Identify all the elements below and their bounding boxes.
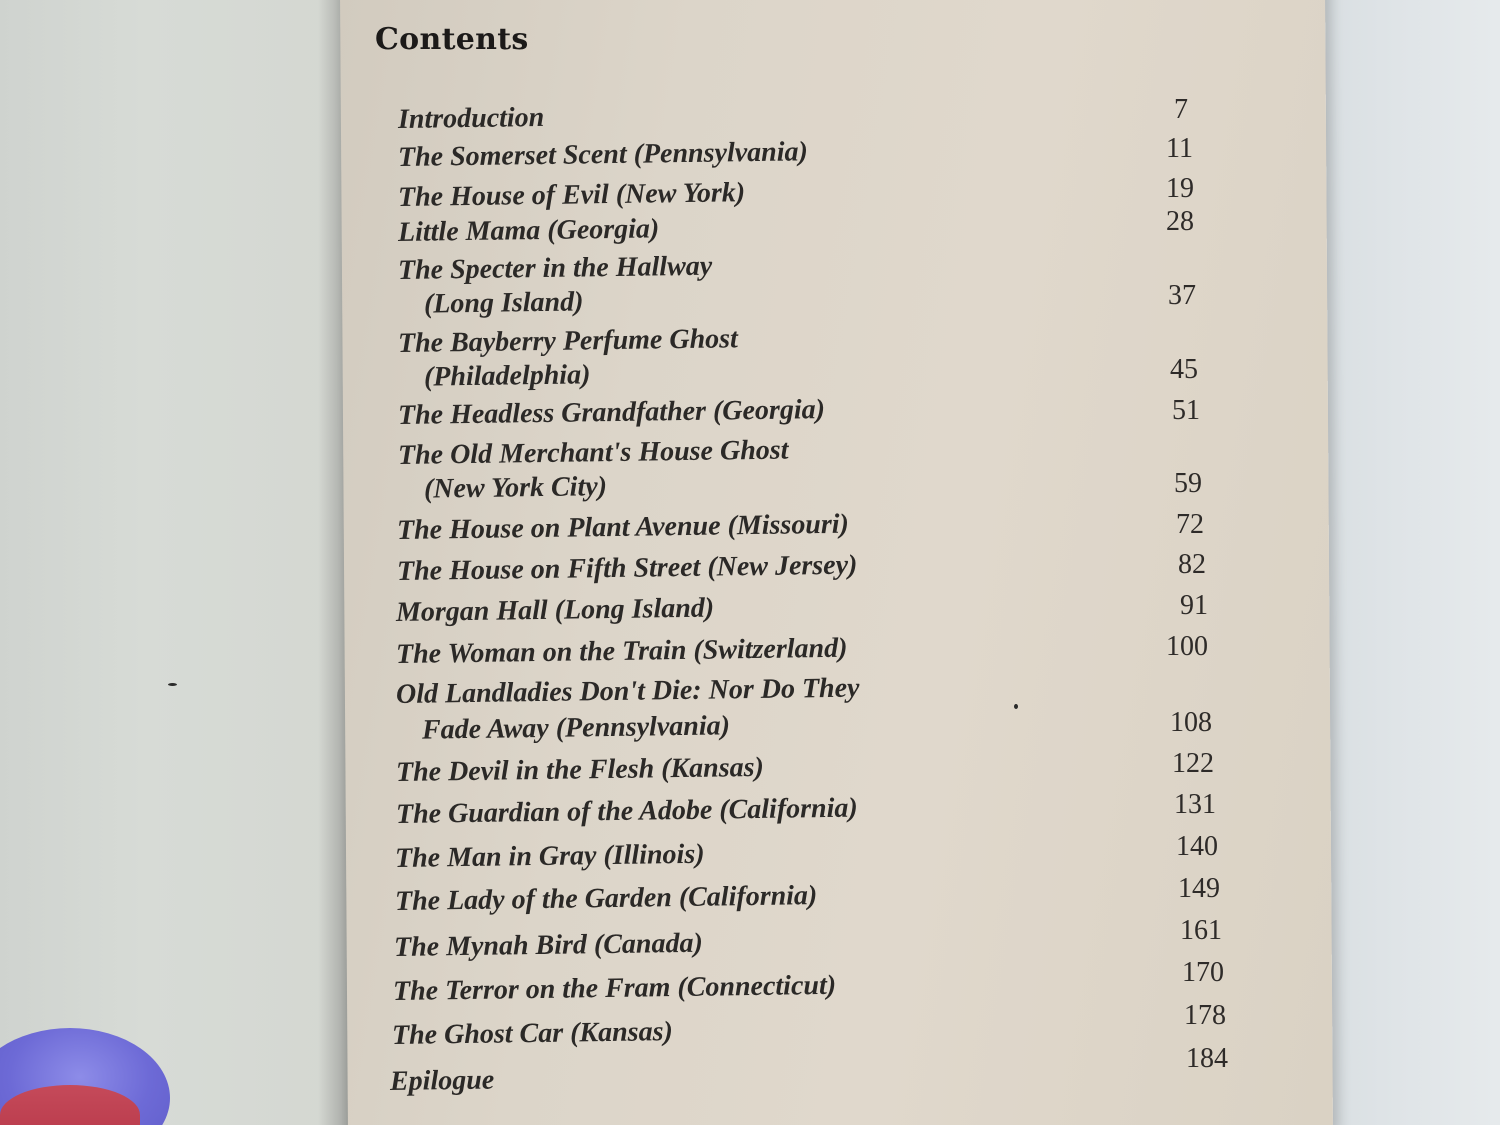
toc-page-number: 184 [1186,1043,1228,1074]
toc-entry-title: Introduction [397,101,545,135]
toc-page-number: 19 [1166,173,1194,204]
toc-entry-title: The House on Plant Avenue (Missouri) [396,508,850,546]
toc-page-number: 149 [1178,873,1220,904]
toc-entry-title: The Mynah Bird (Canada) [393,927,704,963]
toc-page-number: 100 [1166,631,1208,662]
toc-entry-title: The Bayberry Perfume Ghost [397,323,739,359]
toc-entry-title: Old Landladies Don't Die: Nor Do They [395,672,860,710]
background-left [0,0,360,1125]
toc-page-number: 131 [1174,789,1216,820]
toc-entry-title: The Specter in the Hallway [397,250,713,286]
toc-page-number: 59 [1174,468,1202,499]
toc-entry-title: The Lady of the Garden (California) [394,880,818,917]
toc-page-number: 170 [1182,957,1224,988]
toc-page-number: 72 [1176,509,1204,540]
toc-page-number: 28 [1166,206,1194,237]
toc-page-number: 7 [1174,94,1188,125]
toc-page-number: 122 [1172,748,1214,779]
toc-page-number: 140 [1176,831,1218,862]
toc-page-number: 37 [1168,280,1196,311]
toc-page-number: 178 [1184,1000,1226,1031]
toc-page-number: 11 [1166,133,1193,164]
toc-entry-title: The Guardian of the Adobe (California) [395,792,858,830]
paper-speck [1014,704,1018,709]
toc-entry-title: The Somerset Scent (Pennsylvania) [397,136,809,173]
toc-entry-title: Morgan Hall (Long Island) [395,592,715,628]
toc-entry-title-continued: Fade Away (Pennsylvania) [421,710,731,746]
paper-speck [168,683,177,686]
toc-page-number: 82 [1178,549,1206,580]
toc-page-number: 108 [1170,707,1212,738]
page-title: Contents [375,22,529,57]
toc-entry-title: The House on Fifth Street (New Jersey) [396,549,858,587]
toc-entry-title-continued: (New York City) [423,471,608,505]
toc-entry-title: The Ghost Car (Kansas) [391,1016,674,1051]
toc-entry-title: The Old Merchant's House Ghost [397,434,789,471]
toc-page-number: 91 [1180,590,1208,621]
toc-entry-title: The Devil in the Flesh (Kansas) [395,751,765,788]
toc-page-number: 51 [1172,395,1200,426]
toc-entry-title-continued: (Long Island) [423,286,584,320]
toc-entry-title: The House of Evil (New York) [397,177,746,213]
toc-entry-title: The Man in Gray (Illinois) [394,838,705,874]
toc-page-number: 161 [1180,915,1222,946]
toc-entry-title-continued: (Philadelphia) [423,359,591,393]
toc-entry-title: Epilogue [389,1064,495,1097]
toc-entry-title: The Woman on the Train (Switzerland) [395,632,848,670]
toc-entry-title: Little Mama (Georgia) [397,213,660,248]
toc-entry-title: The Terror on the Fram (Connecticut) [392,969,837,1007]
toc-page-number: 45 [1170,354,1198,385]
toc-entry-title: The Headless Grandfather (Georgia) [397,394,826,431]
